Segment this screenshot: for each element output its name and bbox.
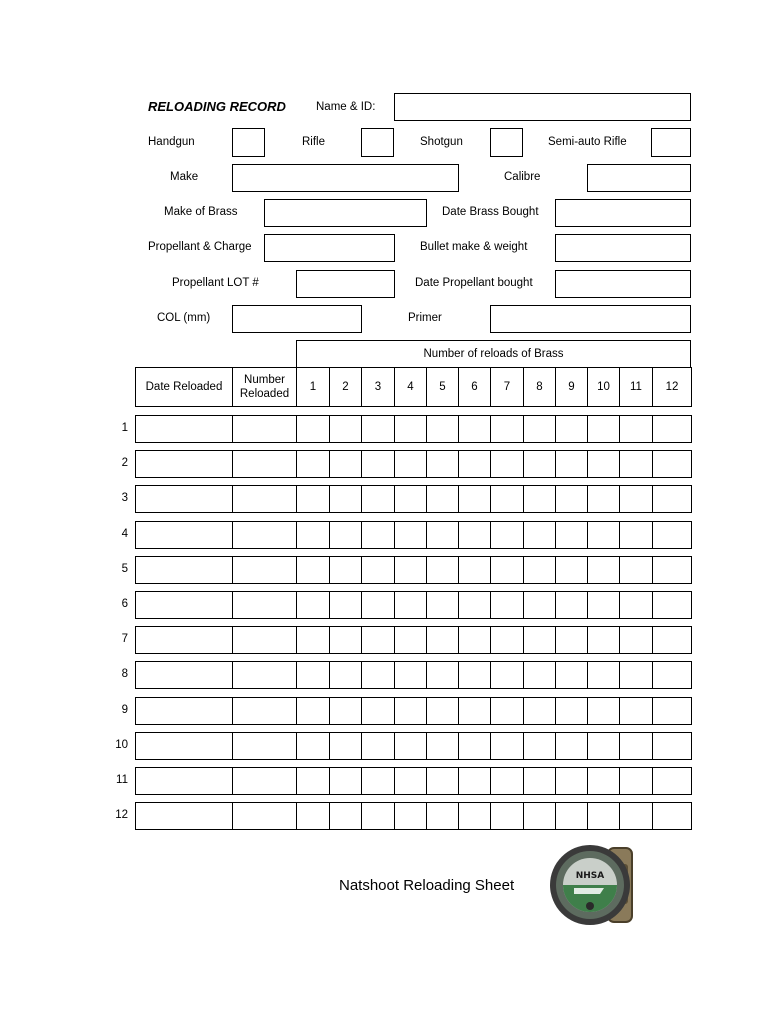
row-12-reload-6-cell[interactable] xyxy=(458,802,491,830)
row-number-12: 12 xyxy=(115,809,128,821)
row-2-reload-10-cell[interactable] xyxy=(587,450,620,478)
logo-text: NHSA xyxy=(575,871,605,881)
primer-field[interactable] xyxy=(490,305,691,333)
reload-col-header-3: 3 xyxy=(361,367,395,407)
row-number-2: 2 xyxy=(121,457,128,469)
row-10-date-reloaded-cell[interactable] xyxy=(135,732,233,760)
propellant-lot-field[interactable] xyxy=(296,270,395,298)
row-3-reload-8-cell[interactable] xyxy=(523,485,556,513)
row-7-date-reloaded-cell[interactable] xyxy=(135,626,233,654)
reload-col-header-9: 9 xyxy=(555,367,588,407)
row-7-reload-12-cell[interactable] xyxy=(652,626,692,654)
row-9-reload-9-cell[interactable] xyxy=(555,697,588,725)
row-2-reload-5-cell[interactable] xyxy=(426,450,459,478)
row-8-reload-11-cell[interactable] xyxy=(619,661,653,689)
row-11-reload-10-cell[interactable] xyxy=(587,767,620,795)
number-reloaded-header xyxy=(232,367,297,407)
row-10-reload-7-cell[interactable] xyxy=(490,732,524,760)
number-reloaded-line1: Number xyxy=(244,374,285,386)
row-1-reload-7-cell[interactable] xyxy=(490,415,524,443)
row-8-reload-4-cell[interactable] xyxy=(394,661,427,689)
row-8-reload-7-cell[interactable] xyxy=(490,661,524,689)
row-2-reload-2-cell[interactable] xyxy=(329,450,362,478)
row-2-reload-9-cell[interactable] xyxy=(555,450,588,478)
row-12-reload-2-cell[interactable] xyxy=(329,802,362,830)
row-6-reload-9-cell[interactable] xyxy=(555,591,588,619)
reload-col-header-12: 12 xyxy=(652,367,692,407)
row-9-reload-7-cell[interactable] xyxy=(490,697,524,725)
shotgun-label: Shotgun xyxy=(420,136,463,148)
row-2-reload-4-cell[interactable] xyxy=(394,450,427,478)
semi-auto-rifle-checkbox[interactable] xyxy=(651,128,691,157)
make-field[interactable] xyxy=(232,164,459,192)
row-2-reload-12-cell[interactable] xyxy=(652,450,692,478)
row-11-reload-7-cell[interactable] xyxy=(490,767,524,795)
col-mm-field[interactable] xyxy=(232,305,362,333)
footer-title: Natshoot Reloading Sheet xyxy=(339,877,515,894)
row-10-reload-8-cell[interactable] xyxy=(523,732,556,760)
rifle-label: Rifle xyxy=(302,136,326,148)
row-7-reload-7-cell[interactable] xyxy=(490,626,524,654)
row-number-7: 7 xyxy=(121,633,128,645)
row-9-reload-11-cell[interactable] xyxy=(619,697,653,725)
bullet-make-weight-label: Bullet make & weight xyxy=(420,241,528,253)
row-10-reload-2-cell[interactable] xyxy=(329,732,362,760)
row-7-reload-8-cell[interactable] xyxy=(523,626,556,654)
row-3-reload-1-cell[interactable] xyxy=(296,485,330,513)
row-9-number-reloaded-cell[interactable] xyxy=(232,697,297,725)
row-7-reload-10-cell[interactable] xyxy=(587,626,620,654)
row-1-reload-5-cell[interactable] xyxy=(426,415,459,443)
row-9-reload-1-cell[interactable] xyxy=(296,697,330,725)
row-8-reload-3-cell[interactable] xyxy=(361,661,395,689)
row-2-reload-8-cell[interactable] xyxy=(523,450,556,478)
row-10-reload-1-cell[interactable] xyxy=(296,732,330,760)
row-3-reload-11-cell[interactable] xyxy=(619,485,653,513)
row-3-date-reloaded-cell[interactable] xyxy=(135,485,233,513)
row-3-reload-3-cell[interactable] xyxy=(361,485,395,513)
row-8-reload-2-cell[interactable] xyxy=(329,661,362,689)
row-7-reload-5-cell[interactable] xyxy=(426,626,459,654)
row-10-reload-4-cell[interactable] xyxy=(394,732,427,760)
row-1-reload-4-cell[interactable] xyxy=(394,415,427,443)
date-propellant-bought-label: Date Propellant bought xyxy=(415,277,533,289)
row-3-reload-7-cell[interactable] xyxy=(490,485,524,513)
reloads-group-header: Number of reloads of Brass xyxy=(296,340,691,368)
row-8-date-reloaded-cell[interactable] xyxy=(135,661,233,689)
shotgun-checkbox[interactable] xyxy=(490,128,523,157)
row-3-reload-10-cell[interactable] xyxy=(587,485,620,513)
row-5-reload-6-cell[interactable] xyxy=(458,556,491,584)
handgun-checkbox[interactable] xyxy=(232,128,265,157)
row-6-reload-4-cell[interactable] xyxy=(394,591,427,619)
row-12-reload-5-cell[interactable] xyxy=(426,802,459,830)
reload-col-header-5: 5 xyxy=(426,367,459,407)
row-11-date-reloaded-cell[interactable] xyxy=(135,767,233,795)
row-12-number-reloaded-cell[interactable] xyxy=(232,802,297,830)
row-number-4: 4 xyxy=(121,528,128,540)
row-6-reload-12-cell[interactable] xyxy=(652,591,692,619)
row-1-reload-1-cell[interactable] xyxy=(296,415,330,443)
row-4-reload-9-cell[interactable] xyxy=(555,521,588,549)
propellant-charge-label: Propellant & Charge xyxy=(148,241,252,253)
row-8-reload-6-cell[interactable] xyxy=(458,661,491,689)
row-12-date-reloaded-cell[interactable] xyxy=(135,802,233,830)
row-9-reload-6-cell[interactable] xyxy=(458,697,491,725)
row-5-reload-5-cell[interactable] xyxy=(426,556,459,584)
row-10-reload-6-cell[interactable] xyxy=(458,732,491,760)
row-7-reload-11-cell[interactable] xyxy=(619,626,653,654)
reload-col-header-6: 6 xyxy=(458,367,491,407)
row-3-reload-5-cell[interactable] xyxy=(426,485,459,513)
row-7-reload-9-cell[interactable] xyxy=(555,626,588,654)
row-6-reload-10-cell[interactable] xyxy=(587,591,620,619)
col-mm-label: COL (mm) xyxy=(157,312,211,324)
row-2-reload-3-cell[interactable] xyxy=(361,450,395,478)
nhsa-logo xyxy=(548,842,638,928)
row-9-reload-3-cell[interactable] xyxy=(361,697,395,725)
calibre-label: Calibre xyxy=(504,171,541,183)
row-5-reload-9-cell[interactable] xyxy=(555,556,588,584)
name-id-field[interactable] xyxy=(394,93,691,121)
row-11-reload-4-cell[interactable] xyxy=(394,767,427,795)
row-8-reload-5-cell[interactable] xyxy=(426,661,459,689)
date-reloaded-header: Date Reloaded xyxy=(135,367,233,407)
row-6-reload-5-cell[interactable] xyxy=(426,591,459,619)
row-12-reload-4-cell[interactable] xyxy=(394,802,427,830)
date-propellant-bought-field[interactable] xyxy=(555,270,691,298)
row-3-reload-9-cell[interactable] xyxy=(555,485,588,513)
row-4-reload-5-cell[interactable] xyxy=(426,521,459,549)
row-12-reload-8-cell[interactable] xyxy=(523,802,556,830)
row-6-reload-1-cell[interactable] xyxy=(296,591,330,619)
row-12-reload-11-cell[interactable] xyxy=(619,802,653,830)
row-11-reload-8-cell[interactable] xyxy=(523,767,556,795)
row-11-number-reloaded-cell[interactable] xyxy=(232,767,297,795)
row-10-reload-3-cell[interactable] xyxy=(361,732,395,760)
row-5-reload-11-cell[interactable] xyxy=(619,556,653,584)
make-of-brass-label: Make of Brass xyxy=(164,206,238,218)
row-4-reload-3-cell[interactable] xyxy=(361,521,395,549)
row-4-date-reloaded-cell[interactable] xyxy=(135,521,233,549)
calibre-field[interactable] xyxy=(587,164,691,192)
handgun-label: Handgun xyxy=(148,136,195,148)
row-5-reload-4-cell[interactable] xyxy=(394,556,427,584)
row-6-reload-8-cell[interactable] xyxy=(523,591,556,619)
date-brass-bought-field[interactable] xyxy=(555,199,691,227)
row-7-reload-4-cell[interactable] xyxy=(394,626,427,654)
row-11-reload-12-cell[interactable] xyxy=(652,767,692,795)
row-6-reload-11-cell[interactable] xyxy=(619,591,653,619)
row-6-number-reloaded-cell[interactable] xyxy=(232,591,297,619)
number-reloaded-line2: Reloaded xyxy=(239,388,290,400)
row-11-reload-6-cell[interactable] xyxy=(458,767,491,795)
row-1-number-reloaded-cell[interactable] xyxy=(232,415,297,443)
row-12-reload-3-cell[interactable] xyxy=(361,802,395,830)
row-2-reload-6-cell[interactable] xyxy=(458,450,491,478)
row-5-number-reloaded-cell[interactable] xyxy=(232,556,297,584)
row-9-reload-8-cell[interactable] xyxy=(523,697,556,725)
name-id-label: Name & ID: xyxy=(316,101,376,113)
row-5-reload-8-cell[interactable] xyxy=(523,556,556,584)
row-12-reload-1-cell[interactable] xyxy=(296,802,330,830)
row-3-reload-4-cell[interactable] xyxy=(394,485,427,513)
row-7-reload-2-cell[interactable] xyxy=(329,626,362,654)
row-11-reload-1-cell[interactable] xyxy=(296,767,330,795)
row-1-reload-6-cell[interactable] xyxy=(458,415,491,443)
page-title: RELOADING RECORD xyxy=(148,99,286,114)
row-11-reload-11-cell[interactable] xyxy=(619,767,653,795)
row-10-reload-12-cell[interactable] xyxy=(652,732,692,760)
row-12-reload-7-cell[interactable] xyxy=(490,802,524,830)
row-11-reload-9-cell[interactable] xyxy=(555,767,588,795)
row-6-reload-3-cell[interactable] xyxy=(361,591,395,619)
row-1-reload-3-cell[interactable] xyxy=(361,415,395,443)
make-of-brass-field[interactable] xyxy=(264,199,427,227)
date-brass-bought-label: Date Brass Bought xyxy=(442,206,539,218)
row-9-reload-4-cell[interactable] xyxy=(394,697,427,725)
row-8-reload-1-cell[interactable] xyxy=(296,661,330,689)
row-7-reload-1-cell[interactable] xyxy=(296,626,330,654)
row-1-reload-9-cell[interactable] xyxy=(555,415,588,443)
row-12-reload-12-cell[interactable] xyxy=(652,802,692,830)
row-11-reload-3-cell[interactable] xyxy=(361,767,395,795)
row-10-number-reloaded-cell[interactable] xyxy=(232,732,297,760)
row-1-reload-8-cell[interactable] xyxy=(523,415,556,443)
row-1-reload-10-cell[interactable] xyxy=(587,415,620,443)
row-2-reload-7-cell[interactable] xyxy=(490,450,524,478)
reload-col-header-4: 4 xyxy=(394,367,427,407)
row-4-reload-6-cell[interactable] xyxy=(458,521,491,549)
row-12-reload-10-cell[interactable] xyxy=(587,802,620,830)
row-1-reload-12-cell[interactable] xyxy=(652,415,692,443)
row-7-number-reloaded-cell[interactable] xyxy=(232,626,297,654)
row-4-reload-1-cell[interactable] xyxy=(296,521,330,549)
bullet-make-weight-field[interactable] xyxy=(555,234,691,262)
row-5-reload-10-cell[interactable] xyxy=(587,556,620,584)
row-4-reload-12-cell[interactable] xyxy=(652,521,692,549)
row-2-number-reloaded-cell[interactable] xyxy=(232,450,297,478)
row-8-reload-9-cell[interactable] xyxy=(555,661,588,689)
row-7-reload-6-cell[interactable] xyxy=(458,626,491,654)
row-4-reload-8-cell[interactable] xyxy=(523,521,556,549)
row-11-reload-2-cell[interactable] xyxy=(329,767,362,795)
propellant-charge-field[interactable] xyxy=(264,234,395,262)
row-2-reload-1-cell[interactable] xyxy=(296,450,330,478)
row-5-reload-2-cell[interactable] xyxy=(329,556,362,584)
row-8-reload-12-cell[interactable] xyxy=(652,661,692,689)
row-5-reload-1-cell[interactable] xyxy=(296,556,330,584)
row-9-reload-12-cell[interactable] xyxy=(652,697,692,725)
primer-label: Primer xyxy=(408,312,442,324)
row-10-reload-11-cell[interactable] xyxy=(619,732,653,760)
row-9-date-reloaded-cell[interactable] xyxy=(135,697,233,725)
row-number-5: 5 xyxy=(121,563,128,575)
row-9-reload-5-cell[interactable] xyxy=(426,697,459,725)
row-3-number-reloaded-cell[interactable] xyxy=(232,485,297,513)
row-number-10: 10 xyxy=(115,739,128,751)
row-1-reload-2-cell[interactable] xyxy=(329,415,362,443)
row-1-date-reloaded-cell[interactable] xyxy=(135,415,233,443)
row-6-reload-6-cell[interactable] xyxy=(458,591,491,619)
row-number-11: 11 xyxy=(116,774,128,786)
row-number-6: 6 xyxy=(121,598,128,610)
row-2-reload-11-cell[interactable] xyxy=(619,450,653,478)
row-5-reload-12-cell[interactable] xyxy=(652,556,692,584)
row-6-reload-7-cell[interactable] xyxy=(490,591,524,619)
propellant-lot-label: Propellant LOT # xyxy=(172,277,259,289)
row-3-reload-6-cell[interactable] xyxy=(458,485,491,513)
reload-col-header-2: 2 xyxy=(329,367,362,407)
row-2-date-reloaded-cell[interactable] xyxy=(135,450,233,478)
row-number-8: 8 xyxy=(121,668,128,680)
rifle-checkbox[interactable] xyxy=(361,128,394,157)
row-4-reload-10-cell[interactable] xyxy=(587,521,620,549)
row-4-number-reloaded-cell[interactable] xyxy=(232,521,297,549)
row-10-reload-5-cell[interactable] xyxy=(426,732,459,760)
row-3-reload-12-cell[interactable] xyxy=(652,485,692,513)
row-number-9: 9 xyxy=(121,704,128,716)
row-5-reload-3-cell[interactable] xyxy=(361,556,395,584)
row-8-reload-10-cell[interactable] xyxy=(587,661,620,689)
row-6-reload-2-cell[interactable] xyxy=(329,591,362,619)
reload-col-header-1: 1 xyxy=(296,367,330,407)
row-4-reload-7-cell[interactable] xyxy=(490,521,524,549)
row-number-1: 1 xyxy=(121,422,128,434)
reload-col-header-8: 8 xyxy=(523,367,556,407)
reload-col-header-7: 7 xyxy=(490,367,524,407)
row-4-reload-11-cell[interactable] xyxy=(619,521,653,549)
row-4-reload-2-cell[interactable] xyxy=(329,521,362,549)
row-5-date-reloaded-cell[interactable] xyxy=(135,556,233,584)
make-label: Make xyxy=(170,171,199,183)
row-9-reload-2-cell[interactable] xyxy=(329,697,362,725)
row-8-reload-8-cell[interactable] xyxy=(523,661,556,689)
semi-auto-rifle-label: Semi-auto Rifle xyxy=(548,136,627,148)
row-5-reload-7-cell[interactable] xyxy=(490,556,524,584)
row-3-reload-2-cell[interactable] xyxy=(329,485,362,513)
row-6-date-reloaded-cell[interactable] xyxy=(135,591,233,619)
row-9-reload-10-cell[interactable] xyxy=(587,697,620,725)
row-12-reload-9-cell[interactable] xyxy=(555,802,588,830)
reload-col-header-11: 11 xyxy=(619,367,653,407)
row-10-reload-10-cell[interactable] xyxy=(587,732,620,760)
row-1-reload-11-cell[interactable] xyxy=(619,415,653,443)
reload-col-header-10: 10 xyxy=(587,367,620,407)
row-7-reload-3-cell[interactable] xyxy=(361,626,395,654)
row-11-reload-5-cell[interactable] xyxy=(426,767,459,795)
row-8-number-reloaded-cell[interactable] xyxy=(232,661,297,689)
row-10-reload-9-cell[interactable] xyxy=(555,732,588,760)
row-4-reload-4-cell[interactable] xyxy=(394,521,427,549)
row-number-3: 3 xyxy=(121,492,128,504)
